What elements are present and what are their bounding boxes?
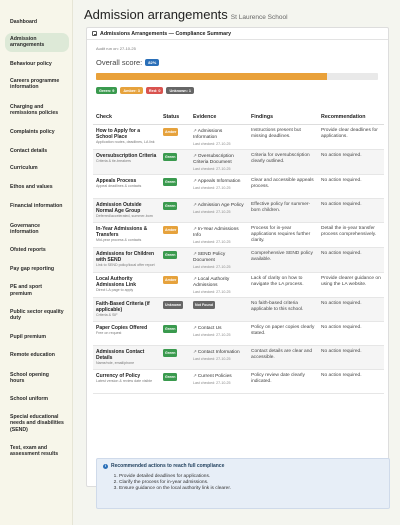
sidebar-item[interactable]: Dashboard <box>10 19 38 25</box>
sidebar-item[interactable]: Test, exam and assessment results <box>10 444 59 458</box>
recommended-item: 3. Ensure guidance on the local authority link is clearer. <box>119 486 383 492</box>
info-icon: i <box>105 463 106 468</box>
recommendation-cell: No action required. <box>318 346 384 370</box>
evidence-link[interactable] <box>193 251 245 264</box>
evidence-link-text[interactable]: Current Policies <box>197 374 232 379</box>
status-badge: Green <box>165 180 176 184</box>
evidence-link-text[interactable]: In-Year Admissions Info <box>193 227 239 238</box>
recommended-title <box>103 463 383 469</box>
sidebar-item[interactable]: Pay gap reporting <box>10 266 55 273</box>
status-cell <box>160 298 190 322</box>
status-cell <box>160 370 190 394</box>
status-cell <box>160 125 190 150</box>
recommendation-cell: No action required. <box>318 322 384 346</box>
check-name: Currency of Policy <box>96 373 141 379</box>
evidence-link-text[interactable]: Oversubscription Criteria Document <box>193 154 234 165</box>
column-header: Recommendation <box>318 110 384 125</box>
evidence-cell <box>190 125 248 150</box>
check-cell <box>93 273 160 298</box>
column-header: Check <box>93 110 160 125</box>
check-description: Mid-year process & contacts <box>96 238 142 242</box>
recommendation-cell: No action required. <box>318 248 384 273</box>
recommended-title-text: Recommended actions to reach full compliance <box>111 463 225 469</box>
evidence-link-text[interactable]: Appeals Information <box>197 179 241 184</box>
check-description: Link to SEND policy/local offer report <box>96 263 155 267</box>
status-badge: Amber <box>165 278 177 282</box>
check-name: Admission Outside Normal Age Group <box>96 202 142 214</box>
sidebar-item[interactable]: Ofsted reports <box>10 247 46 254</box>
evidence-link[interactable] <box>193 178 245 185</box>
sidebar-item[interactable]: Governance information <box>10 222 40 235</box>
evidence-link[interactable] <box>193 202 245 209</box>
sidebar-item[interactable]: Financial information <box>10 203 63 210</box>
score-label: Overall score: <box>96 58 143 67</box>
last-checked-date: Last checked: 27-10-25 <box>193 240 231 244</box>
link-icon: ↗ <box>193 226 197 231</box>
table-row <box>93 125 384 150</box>
status-badge: Green <box>165 155 176 159</box>
table-row <box>93 223 384 248</box>
last-checked-date: Last checked: 27-10-25 <box>193 357 231 361</box>
check-cell <box>93 322 160 346</box>
evidence-cell <box>190 175 248 199</box>
check-cell <box>93 223 160 248</box>
check-name: Local Authority Admissions Link <box>96 276 137 288</box>
audit-date: Audit run on: 27-10-25 <box>96 46 136 51</box>
findings-cell: Policy review date clearly indicated. <box>248 370 318 394</box>
link-icon: ↗ <box>193 153 197 158</box>
sidebar-item[interactable]: Pupil premium <box>10 334 47 341</box>
findings-cell: Lack of clarity on how to navigate the LA process. <box>248 273 318 298</box>
evidence-cell <box>190 346 248 370</box>
evidence-link[interactable] <box>193 349 245 356</box>
link-icon: ↗ <box>193 178 197 183</box>
recommendation-cell: Provide clear deadlines for applications. <box>318 125 384 150</box>
sidebar-item[interactable]: PE and sport premium <box>10 284 42 297</box>
school-name: St Laurence School <box>230 14 288 21</box>
score-progress-bar <box>96 73 378 80</box>
evidence-link-text[interactable]: Contact Information <box>197 350 240 355</box>
evidence-cell <box>190 322 248 346</box>
evidence-cell <box>190 273 248 298</box>
evidence-cell <box>190 248 248 273</box>
check-cell <box>93 370 160 394</box>
status-badge: Amber <box>165 228 177 232</box>
status-badge: Green <box>165 204 176 208</box>
status-cell <box>160 223 190 248</box>
table-row <box>93 298 384 322</box>
evidence-link[interactable] <box>193 226 245 239</box>
status-cell <box>160 199 190 223</box>
link-icon: ↗ <box>193 276 197 281</box>
status-cell <box>160 273 190 298</box>
recommendation-cell: Detail the in-year transfer process comprehensively. <box>318 223 384 248</box>
panel-title: Admissions Arrangements — Compliance Summary <box>100 30 232 37</box>
last-checked-date: Last checked: 27-10-25 <box>193 167 231 171</box>
evidence-not-found-badge: Not Found <box>195 303 213 307</box>
sidebar-item[interactable]: Special educational needs and disabilities (SEND) <box>10 414 64 433</box>
check-name: Paper Copies Offered <box>96 325 148 331</box>
evidence-link-text[interactable]: Contact Us <box>197 326 222 331</box>
check-name: Oversubscription Criteria <box>96 153 157 159</box>
column-header: Findings <box>248 110 318 125</box>
table-row <box>93 322 384 346</box>
sidebar-item[interactable]: School opening hours <box>10 371 49 384</box>
compliance-table <box>93 110 384 394</box>
page-title <box>84 7 288 22</box>
legend-chip: Amber: 3 <box>120 87 142 94</box>
table-header-row <box>93 110 384 125</box>
check-cell <box>93 175 160 199</box>
recommendation-cell: No action required. <box>318 150 384 175</box>
sidebar <box>0 0 73 525</box>
page-title-text: Admission arrangements <box>84 7 228 22</box>
check-description: Direct LA page to apply <box>96 288 134 292</box>
sidebar-item[interactable]: Curriculum <box>10 165 38 172</box>
findings-cell: Comprehensive SEND policy available. <box>248 248 318 273</box>
last-checked-date: Last checked: 27-10-25 <box>193 333 231 337</box>
recommendation-cell: No action required. <box>318 175 384 199</box>
recommendation-cell: Provide clearer guidance on using the LA website. <box>318 273 384 298</box>
evidence-link[interactable] <box>193 325 245 332</box>
status-badge: Unknown <box>165 303 182 307</box>
evidence-link[interactable] <box>193 128 245 141</box>
last-checked-date: Last checked: 27-10-25 <box>193 265 231 269</box>
sidebar-item[interactable]: Charging and remissions policies <box>10 104 59 117</box>
last-checked-date: Last checked: 27-10-25 <box>193 142 231 146</box>
last-checked-date: Last checked: 27-10-25 <box>193 210 231 214</box>
status-cell <box>160 175 190 199</box>
findings-cell: Criteria for oversubscription clearly outlined. <box>248 150 318 175</box>
sidebar-item[interactable]: Admission arrangements <box>5 33 69 51</box>
status-badge: Green <box>165 375 176 379</box>
evidence-link-text[interactable]: Admission Age Policy <box>197 203 244 208</box>
table-row <box>93 273 384 298</box>
link-icon: ↗ <box>193 373 197 378</box>
main-content <box>77 0 400 525</box>
check-name: Appeals Process <box>96 178 137 184</box>
check-cell <box>93 125 160 150</box>
link-icon: ↗ <box>193 325 197 330</box>
legend-chip: Unknown: 1 <box>166 87 194 94</box>
evidence-cell <box>190 199 248 223</box>
status-badge: Amber <box>165 130 177 134</box>
check-name: In-Year Admissions & Transfers <box>96 226 148 238</box>
table-row <box>93 150 384 175</box>
table-row <box>93 248 384 273</box>
last-checked-date: Last checked: 27-10-25 <box>193 290 231 294</box>
check-name: Faith-Based Criteria (if applicable) <box>96 301 150 313</box>
sidebar-item[interactable]: Careers programme information <box>10 77 60 91</box>
sidebar-item[interactable]: Ethos and values <box>10 184 53 191</box>
findings-cell: Process for in-year applications requires further clarity. <box>248 223 318 248</box>
link-icon: ↗ <box>193 128 197 133</box>
findings-cell: No faith-based criteria applicable to this school. <box>248 298 318 322</box>
check-description: Application routes, deadlines, LA link <box>96 140 155 144</box>
findings-cell: Instructions present but missing deadlines. <box>248 125 318 150</box>
check-cell <box>93 150 160 175</box>
sidebar-item[interactable]: Public sector equality duty <box>10 308 64 322</box>
status-cell <box>160 346 190 370</box>
status-badge: Green <box>165 327 176 331</box>
checklist-icon <box>92 31 97 36</box>
table-row <box>93 175 384 199</box>
status-cell <box>160 248 190 273</box>
evidence-link-text[interactable]: Admissions Information <box>193 129 223 140</box>
evidence-link[interactable] <box>193 373 245 380</box>
column-header: Status <box>160 110 190 125</box>
sidebar-item[interactable]: School uniform <box>10 396 49 403</box>
evidence-cell <box>190 370 248 394</box>
check-description: Criteria & tie-breakers <box>96 159 131 163</box>
sidebar-item[interactable]: Behaviour policy <box>10 60 52 67</box>
link-icon: ↗ <box>193 202 197 207</box>
check-cell <box>93 298 160 322</box>
check-description: Appeal deadlines & contacts <box>96 184 142 188</box>
overall-score <box>96 58 159 67</box>
recommended-item: 2. Clarify the process for in-year admissions. <box>119 480 383 486</box>
evidence-cell <box>190 298 248 322</box>
findings-cell: Contact details are clear and accessible. <box>248 346 318 370</box>
link-icon: ↗ <box>193 349 197 354</box>
column-header: Evidence <box>190 110 248 125</box>
recommended-item: 1. Provide detailed deadlines for applications. <box>119 474 383 480</box>
recommendation-cell: No action required. <box>318 298 384 322</box>
check-name: Admissions for Children with SEND <box>96 251 155 263</box>
check-description: Deferred/accelerated, summer-born <box>96 214 153 218</box>
findings-cell: Effective policy for summer-born children. <box>248 199 318 223</box>
last-checked-date: Last checked: 27-10-25 <box>193 186 231 190</box>
table-row <box>93 199 384 223</box>
legend-chip: Red: 0 <box>146 87 164 94</box>
recommended-list <box>103 474 383 492</box>
recommendation-cell: No action required. <box>318 199 384 223</box>
last-checked-date: Last checked: 27-10-25 <box>193 381 231 385</box>
status-cell <box>160 322 190 346</box>
check-description: Free on request <box>96 331 122 335</box>
panel-header <box>87 28 388 40</box>
sidebar-item[interactable]: Contact details <box>10 147 48 154</box>
sidebar-item[interactable]: Complaints policy <box>10 128 55 135</box>
score-progress-fill <box>96 73 327 80</box>
table-row <box>93 346 384 370</box>
compliance-summary-panel <box>86 27 389 491</box>
status-badge: Green <box>165 351 176 355</box>
evidence-cell <box>190 223 248 248</box>
findings-cell: Policy on paper copies clearly stated. <box>248 322 318 346</box>
evidence-cell <box>190 150 248 175</box>
check-cell <box>93 248 160 273</box>
recommendation-cell: No action required. <box>318 370 384 394</box>
link-icon: ↗ <box>193 251 197 256</box>
evidence-link-text[interactable]: Local Authority Admissions <box>193 277 230 288</box>
evidence-link[interactable] <box>193 276 245 289</box>
check-name: Admissions Contact Details <box>96 349 145 361</box>
evidence-link-text[interactable]: SEND Policy Document <box>193 252 226 263</box>
recommended-actions <box>96 458 390 509</box>
findings-cell: Clear and accessible appeals process. <box>248 175 318 199</box>
score-badge: 82% <box>145 59 159 66</box>
check-name: How to Apply for a School Place <box>96 128 140 140</box>
status-badge: Green <box>165 253 176 257</box>
evidence-link[interactable] <box>193 153 245 166</box>
sidebar-item[interactable]: Remote education <box>10 352 55 359</box>
check-description: Name/role, email/phone <box>96 361 135 365</box>
status-legend <box>96 87 194 94</box>
check-cell <box>93 346 160 370</box>
legend-chip: Green: 9 <box>96 87 117 94</box>
check-description: Latest version & review date visible <box>96 379 153 383</box>
check-cell <box>93 199 160 223</box>
status-cell <box>160 150 190 175</box>
check-description: Criteria & SIF <box>96 313 118 317</box>
table-row <box>93 370 384 394</box>
